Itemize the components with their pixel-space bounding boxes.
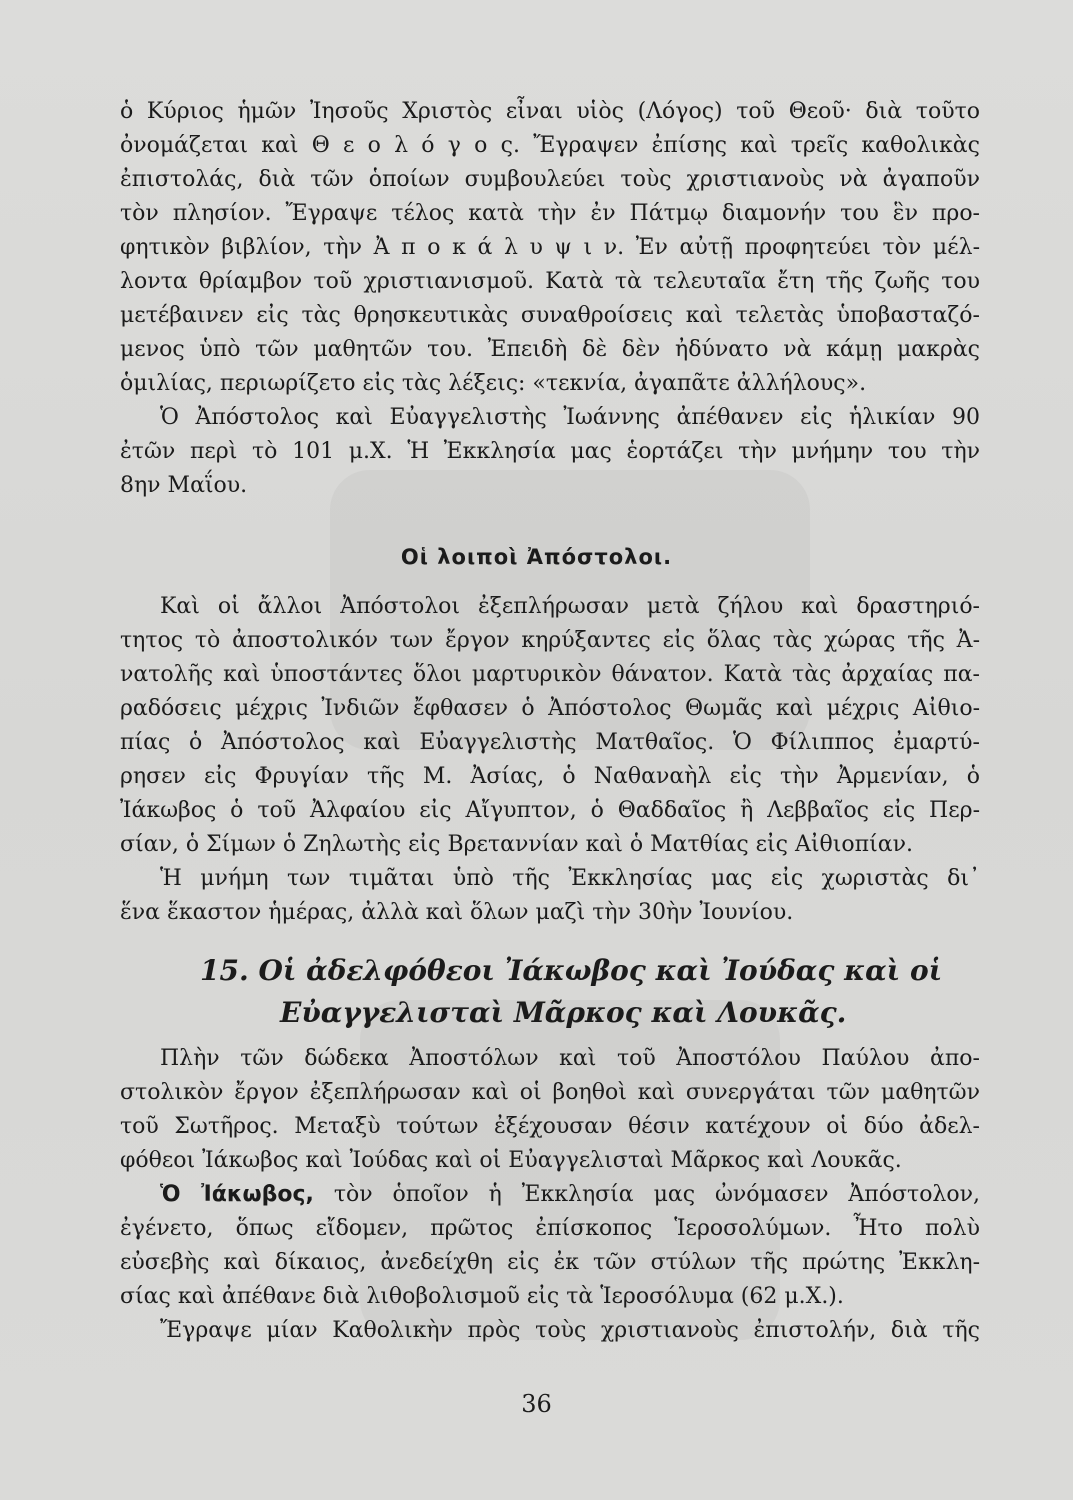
text-line: σίαν, ὁ Σίμων ὁ Ζηλωτὴς εἰς Βρεταννίαν καὶ ὁ Ματθίας εἰς Αἰθιοπίαν. xyxy=(120,832,913,857)
paragraph-2 xyxy=(120,401,980,503)
text-line: τητος τὸ ἀποστολικόν των ἔργον κηρύξαντες εἰς ὅλας τὰς χώρας τῆς Ἀ- xyxy=(120,628,980,653)
text-line: ἐγένετο, ὅπως εἴδομεν, πρῶτος ἐπίσκοπος Ἱεροσολύμων. Ἦτο πολὺ xyxy=(120,1216,980,1241)
text-line: ὁμιλίας, περιωρίζετο εἰς τὰς λέξεις: «τεκνία, ἀγαπᾶτε ἀλλήλους». xyxy=(120,371,867,396)
text-line: Ἡ μνήμη των τιμᾶται ὑπὸ τῆς Ἐκκλησίας μας εἰς χωριστὰς δι᾽ xyxy=(160,866,980,891)
text-line: Καὶ οἱ ἄλλοι Ἀπόστολοι ἐξεπλήρωσαν μετὰ ζήλου καὶ δραστηριό- xyxy=(160,594,980,619)
text-line: ὀνομάζεται καὶ Θ ε ο λ ό γ ο ς. Ἔγραψεν ἐπίσης καὶ τρεῖς καθολικὰς xyxy=(120,133,980,158)
text-line: ἐτῶν περὶ τὸ 101 μ.Χ. Ἡ Ἐκκλησία μας ἑορτάζει τὴν μνήμην του τὴν xyxy=(120,439,980,464)
text-line: ἕνα ἕκαστον ἡμέρας, ἀλλὰ καὶ ὅλων μαζὶ τὴν 30ὴν Ἰουνίου. xyxy=(120,900,794,925)
text-line: μενος ὑπὸ τῶν μαθητῶν του. Ἐπειδὴ δὲ δὲν ἠδύνατο νὰ κάμῃ μακρὰς xyxy=(120,337,980,362)
text-line xyxy=(120,1178,980,1212)
text-line: σίας καὶ ἀπέθανε διὰ λιθοβολισμοῦ εἰς τὰ Ἱεροσόλυμα (62 μ.Χ.). xyxy=(120,1284,844,1309)
text-line: στολικὸν ἔργον ἐξεπλήρωσαν καὶ οἱ βοηθοὶ καὶ συνεργάται τῶν μαθητῶν xyxy=(120,1080,980,1105)
text-line: τοῦ Σωτῆρος. Μεταξὺ τούτων ἐξέχουσαν θέσιν κατέχουν οἱ δύο ἀδελ- xyxy=(120,1114,980,1139)
text-line: τὸν πλησίον. Ἔγραψε τέλος κατὰ τὴν ἐν Πάτμῳ διαμονήν του ἓν προ- xyxy=(120,201,980,226)
text-line: ραδόσεις μέχρις Ἰνδιῶν ἔφθασεν ὁ Ἀπόστολος Θωμᾶς καὶ μέχρις Αἰθιο- xyxy=(120,696,980,721)
bold-lead: Ὁ Ἰάκωβος, xyxy=(160,1182,314,1207)
text-line: νατολῆς καὶ ὑποστάντες ὅλοι μαρτυρικὸν θάνατον. Κατὰ τὰς ἀρχαίας πα- xyxy=(120,662,980,687)
paragraph-6 xyxy=(120,1178,980,1314)
paragraph-3 xyxy=(120,590,980,862)
text-line: Ἔγραψε μίαν Καθολικὴν πρὸς τοὺς χριστιανοὺς ἐπιστολήν, διὰ τῆς xyxy=(160,1318,980,1343)
text-line: 8ην Μαΐου. xyxy=(120,473,248,498)
paragraph-4 xyxy=(120,862,980,930)
text-line: ἐπιστολάς, διὰ τῶν ὁποίων συμβουλεύει τοὺς χριστιανοὺς νὰ ἀγαποῦν xyxy=(120,167,980,192)
chapter-title-line: 15. Οἱ ἀδελφόθεοι Ἰάκωβος καὶ Ἰούδας καὶ οἱ xyxy=(200,954,943,987)
text-line: Ἰάκωβος ὁ τοῦ Ἀλφαίου εἰς Αἴγυπτον, ὁ Θαδδαῖος ἢ Λεββαῖος εἰς Περ- xyxy=(120,798,980,823)
text-line: ὁ Κύριος ἡμῶν Ἰησοῦς Χριστὸς εἶναι υἱὸς (Λόγος) τοῦ Θεοῦ· διὰ τοῦτο xyxy=(120,99,980,124)
text-line: φόθεοι Ἰάκωβος καὶ Ἰούδας καὶ οἱ Εὐαγγελισταὶ Μᾶρκος καὶ Λουκᾶς. xyxy=(120,1148,902,1173)
paragraph-7 xyxy=(120,1314,980,1348)
text-line: πίας ὁ Ἀπόστολος καὶ Εὐαγγελιστὴς Ματθαῖος. Ὁ Φίλιππος ἐμαρτύ- xyxy=(120,730,980,755)
text-line: ρησεν εἰς Φρυγίαν τῆς Μ. Ἀσίας, ὁ Ναθαναὴλ εἰς τὴν Ἀρμενίαν, ὁ xyxy=(120,764,980,789)
paragraph-5 xyxy=(120,1042,980,1178)
section-title: Οἱ λοιποὶ Ἀπόστολοι. xyxy=(400,545,673,569)
chapter-title xyxy=(120,950,980,1034)
paragraph-1 xyxy=(120,95,980,401)
chapter-title-line: Εὐαγγελισταὶ Μᾶρκος καὶ Λουκᾶς. xyxy=(280,996,847,1029)
text-line: εὐσεβὴς καὶ δίκαιος, ἀνεδείχθη εἰς ἐκ τῶν στύλων τῆς πρώτης Ἐκκλη- xyxy=(120,1250,980,1275)
text-line: Πλὴν τῶν δώδεκα Ἀποστόλων καὶ τοῦ Ἀποστόλου Παύλου ἀπο- xyxy=(160,1046,980,1071)
text-line: λοντα θρίαμβον τοῦ χριστιανισμοῦ. Κατὰ τὰ τελευταῖα ἔτη τῆς ζωῆς του xyxy=(120,269,980,294)
text-line: μετέβαινεν εἰς τὰς θρησκευτικὰς συναθροίσεις καὶ τελετὰς ὑποβασταζό- xyxy=(120,303,980,328)
page-number: 36 xyxy=(521,1390,552,1418)
text-run: τὸν ὁποῖον ἡ Ἐκκλησία μας ὠνόμασεν Ἀπόστολον, xyxy=(313,1182,980,1207)
text-line: φητικὸν βιβλίον, τὴν Ἀ π ο κ ά λ υ ψ ι ν. Ἐν αὐτῇ προφητεύει τὸν μέλ- xyxy=(120,235,980,260)
text-line: Ὁ Ἀπόστολος καὶ Εὐαγγελιστὴς Ἰωάννης ἀπέθανεν εἰς ἡλικίαν 90 xyxy=(160,405,980,430)
